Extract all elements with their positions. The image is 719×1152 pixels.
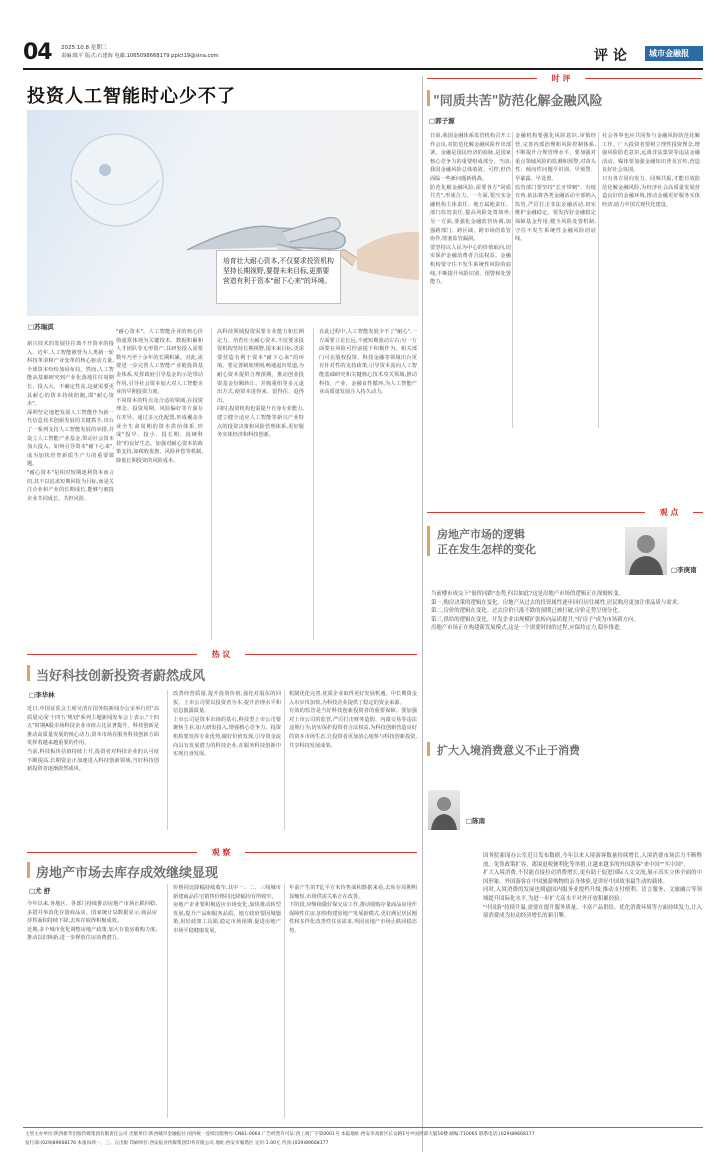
rs-headline: 房地产市场去库存成效继续显现 (36, 866, 219, 881)
tech-column-divider-2 (284, 690, 285, 830)
lead-column-divider-2 (313, 328, 314, 640)
peer-body-col1: 日前,我国金融体系监管机构召开工作会议,对防范化解金融风险作出部署。金融是国民经济的血脉,是国家核心竞争力的重要组成部分。当前,我国金融风险总体收敛、可控,但仍面临一些新问题新挑战。 防范化解金融风险,需要各方"同质共苦",形成合力。一方面,要压实金融机构主体责任、地方属地责任、部门监管责任,提高风险处置效率;另一方面,要强化金融监管协调,加强跨部门、跨区域、跨市场的监管协作,堵塞监管漏洞。 要坚持以人民为中心的价值取向,切实保护金融消费者合法权益。金融机构要守住不发生系统性风险的底线,不断提升风险识别、预警和处置能力。 (430, 133, 511, 286)
tech-headline: 当好科技创新投资者蔚然成风 (36, 669, 206, 684)
rs-column-divider-1 (167, 884, 168, 1118)
rs-kicker-rule-left (27, 852, 197, 853)
rs-kicker: 观 察 (211, 848, 231, 857)
tech-kicker: 热 议 (211, 650, 231, 659)
person-portrait-icon (428, 790, 460, 830)
peer-column-divider-1 (512, 132, 513, 428)
tech-title-bar (27, 665, 30, 681)
housing-kicker-rule-right (693, 512, 703, 513)
author-photo-2 (428, 790, 460, 830)
lead-body-col2: "耐心资本"。人工智能企业的核心价值通常体现为关键技术、数据积累和人才团队等无形资产,其研发投入需要数年乃至十余年的长期积累。对此,需要进一步完善人工智能产业链投资基金体系,发挥政府引导基金的示范带动作用,引导社会资本加大对人工智能企业的早期投资力度。 不同资本的特点及合适的领域,在投资理念、投资周期、风险偏好等方面存在差异。通过多元化配置,形成覆盖企业全生命周期的资本供给体系,形成"投早、投小、投长期、投硬科技"的良好生态。加强对耐心资本的政策支持,如税收优惠、风险补偿等机制,降低长期投资的风险成本。 (116, 329, 203, 464)
footer-line1: 主管主办单位:陕西新华出版传媒集团有限责任公司 出版单位:陕西城市金融报社 国内统一连续出版物号:CN61-0064 广告经营许可证:西工商广字第0001号 本报地址:西安市高新区长安路1号中国西部大厦16楼 邮编:710065 联系电话:(029)89668177 (25, 1132, 535, 1137)
consumption-byline: □陈南 (466, 817, 486, 825)
footer-rule (23, 1127, 703, 1128)
person-portrait-icon (625, 527, 667, 575)
main-column-divider (422, 76, 423, 1152)
housing-kicker: 观 点 (659, 508, 679, 517)
peer-body-col3: 社会各界也应共同参与金融风险防范化解工作。广大投资者要树立理性投资理念,增强风险防范意识,远离非法集资等违法金融活动。媒体要加强金融知识普及宣传,营造良好社会氛围。 只有各方同向发力、同频共振,才能有效防范化解金融风险,为经济社会高质量发展营造良好的金融环境,推动金融更好服务实体经济,助力中国式现代化建设。 (602, 133, 700, 208)
tech-column-divider-1 (167, 690, 168, 830)
rs-title-bar (27, 862, 30, 878)
rs-body-col2: 价格同比降幅持续收窄,其中一、二、三线城市新建商品住宅销售价格同比降幅均有所收窄。 房地产企业要积极适应市场变化,加快推动转型发展,提升产品和服务品质。地方政府要因城施策,用好政策工具箱,稳定市场预期,促进房地产市场平稳健康发展。 (173, 885, 281, 934)
rs-byline: □尤 舒 (29, 887, 51, 895)
section-name: 评 论 (594, 48, 627, 64)
tech-body-col1: 近日,中国证监会主席吴清在国务院新闻办公室举行的"高质量完成'十四五'规划"系列主题新闻发布会上表示,"十四五"时期A股市场科技企业市值占比显著提升。科技创新是推动高质量发展的核心动力,资本市场在服务科技创新方面发挥着越来越重要的作用。 当前,科技板块估值持续上升,投资者对科技企业的认可度不断提高,长期资金正加速进入科技创新领域,当好科技创新投资者逐渐蔚然成风。 (27, 706, 159, 773)
rs-body-col1: 今年以来,各地区、各部门持续推动房地产市场止跌回稳,多措并举消化存量商品房。国家统计局数据显示,商品房待售面积持续下降,去库存取得积极成效。 近期,多个城市优化调整房地产政策,加大存量房收购力度,推动以旧换新,进一步释放住房消费潜力。 (27, 901, 157, 942)
lead-byline: □苏瑞淇 (28, 323, 54, 331)
page-header (23, 40, 703, 68)
tech-byline: □李华林 (29, 691, 55, 699)
header-rule (23, 68, 703, 70)
lead-column-divider-1 (211, 328, 212, 640)
housing-title-bar (427, 526, 430, 556)
author-photo (625, 527, 667, 575)
tech-kicker-rule-right (245, 654, 417, 655)
housing-byline: □李庚南 (671, 566, 697, 574)
lead-pullquote-box (216, 250, 341, 304)
consumption-body: 国务院新闻办公室近日发布数据,今年以来入境游客数量持续增长,入境消费市场活力不断释放。免签政策扩容、离境退税便利化等举措,让越来越多的外国游客"来中国""买中国"。 扩大入境消费,不仅能直接拉动消费增长,更有助于促进国际人文交流,展示真实立体全面的中国形象。外国游客在中国旅游购物的亲身体验,是讲好中国故事最生动的载体。 同时,入境消费的发展也倒逼国内服务业提档升级,推动支付便利、语言服务、文旅融合等领域提升国际化水平,为进一步扩大高水平对外开放积累经验。 "中国游"持续升温,需要在提升服务质量、丰富产品供给、优化消费环境等方面持续发力,让入境消费成为拉动经济增长的新引擎。 (483, 853, 702, 920)
rs-column-divider-2 (284, 884, 285, 1118)
peer-title-bar (427, 90, 430, 106)
peer-kicker: 时 评 (551, 74, 571, 83)
page-number: 04 (23, 40, 52, 65)
lead-body-col1: 新兴技术的发展往往离不开资本的投入。近年,人工智能被誉为人类新一轮科技革命和产业变革的核心驱动力量,全球资本纷纷加码布局。然而,人工智能从基础研究到产业化落地往往周期长、投入大、不确定性高,这就需要更具耐心的资本持续陪跑,即"耐心资本"。 深圳坚定地把发展人工智能作为新一代信息技术创新发展的关键抓手,出台了一系列支持人工智能发展的举措,并设立人工智能产业基金,带动社会资本加大投入。如何引导资本"耐下心来",成为加快培育新质生产力的重要课题。 "耐心资本"是相对短期逐利资本而言的,其不以追求短期回报为目标,而是关注企业和产业的长期成长,能够与被投企业共同成长、共担风险。 (27, 341, 114, 502)
date-line: 2025.10.8 星期三 (61, 45, 108, 51)
rs-body-col3: 年前产生的7亿平方米待售面积数据来看,去库存周期明显缩短,市场供需关系正在改善。 下阶段,应继续做好保交房工作,推动收购存量商品房用作保障性住房,加快构建房地产发展新模式,更好满足居民刚性和多样化改善性住房需求,巩固房地产市场止跌回稳态势。 (289, 885, 417, 934)
housing-kicker-rule-left (427, 512, 645, 513)
consumption-title-bar (427, 742, 430, 756)
housing-headline-line2: 正在发生怎样的变化 (437, 543, 536, 556)
peer-byline: □郭子源 (429, 117, 455, 125)
peer-kicker-rule-right (585, 78, 702, 79)
peer-kicker-rule-left (427, 78, 537, 79)
editor-line: 责编:陈平 版式:石建海 电邮:1065098668179 pplcl19@sina.com (61, 53, 219, 59)
housing-body: 当前楼市成交下"量价同跌"态势,何以如此?这是房地产市场的逻辑正在深刻转变。 第一,购房决策的逻辑在变化。房地产从过去的投资属性逐步回归居住属性,居民购房更加注重品质与需求。 第二,房价的逻辑在变化。过去房价只涨不跌的预期已被打破,房价走势呈现分化。 第三,供给的逻辑在变化。开发企业由规模扩张转向品质提升,"好房子"成为市场新方向。 房地产市场正在构建新发展模式,这是一个需要时间的过程,应保持定力,稳步推进。 (431, 591, 683, 632)
lead-headline: 投资人工智能时心少不了 (27, 86, 236, 107)
consumption-headline: 扩大入境消费意义不止于消费 (437, 744, 580, 757)
peer-column-divider-2 (598, 132, 599, 428)
footer-line2: 发行部:(029)89668176 本报每周一、三、五出版 印刷单位:西安报业传媒集团印务有限公司 地址:西安市雁塔区 定价:1.00元 传真:(029)89668177 (25, 1141, 329, 1146)
tech-body-col3: 机制优化完善,优质企业取得更好发展机遇。中长期资金入市步伐加快,为科技企业提供了稳定的资金来源。 有效的监管是当好科技创新投资者的重要保障。要加强对上市公司的监管,严厉打击财务造假、内幕交易等违法违规行为,切实保护投资者合法权益,为科技创新营造良好的资本市场生态,让投资者更加放心地参与科技创新投资,共享科技发展成果。 (289, 691, 417, 749)
housing-headline-line1: 房地产市场的逻辑 (437, 528, 525, 541)
rs-kicker-rule-right (245, 852, 417, 853)
paper-name: 城市金融报 (649, 49, 689, 58)
lead-pullquote: 培育壮大耐心资本,不仅要求投资机构坚持长期视野,要提未来目标,更需要营造有利于资本"耐下心来"的环境。 (223, 257, 334, 285)
peer-headline: "同质共苦"防范化解金融风险 (433, 94, 603, 109)
lead-body-col4: 在此过程中,人工智能发展少不了"耐心",一方面要立足长远,不被短期波动左右;另一方面要在风险可控前提下积极作为。相关部门可在股权投资、科技金融等领域出台更有针对性的支持政策,引导资本流向人工智能基础研究和关键核心技术攻关领域,推动科技、产业、金融良性循环,为人工智能产业高质量发展注入持久动力。 (319, 329, 417, 396)
tech-body-col2: 改善经营质量,提升投资价值,强化对股东的回报。上市公司要以投资者为本,提升治理水平和信息披露质量。 上市公司是资本市场的基石,科技型上市公司要聚焦主业,加大研发投入,增强核心竞争力。投资机构要发挥专业优势,做好价值发现,引导资金流向具有发展潜力的科技企业,在服务科技创新中实现自身发展。 (173, 691, 281, 758)
lead-body-col3: 高科技领域投资需要专业能力和长期定力。培育壮大耐心资本,不仅要求投资机构坚持长期视野,提未来目标,更需要营造有利于资本"耐下心来"的环境。要完善制度规则,畅通退出渠道,为耐心资本提供合理预期。推动创业投资基金份额转让、并购重组等多元退出方式,使资本进得来、留得住、退得出。 同时,投资机构也需提升自身专业能力,建立健全适应人工智能等新兴产业特点的投资决策和风险管理体系,更好服务实体经济和科技创新。 (217, 329, 304, 439)
tech-kicker-rule-left (27, 654, 197, 655)
peer-body-col2: 金融机构要强化风险意识,审慎经营,完善内部治理和风险控制体系,不断提升合规管理水平。要加强对重点领域风险的监测和预警,对苗头性、倾向性问题早识别、早预警、早暴露、早处置。 监管部门要坚持"长牙带刺"、有棱有角,依法将各类金融活动全部纳入监管,严厉打击非法金融活动,切实维护金融稳定。要发挥好金融稳定保障基金作用,健全风险处置机制,守住不发生系统性金融风险的底线。 (515, 133, 596, 243)
